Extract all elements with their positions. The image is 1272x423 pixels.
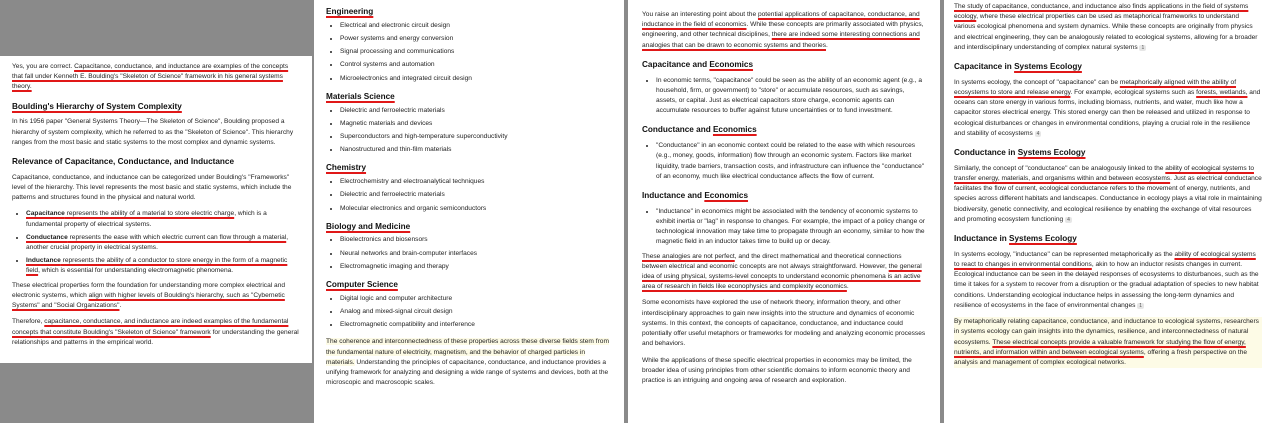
list-item: • Power systems and energy conversion: [340, 34, 612, 44]
paragraph: Similarly, the concept of "conductance" can be analogously linked to the ability of ecological systems to transfer energy, materials, and organisms within and between ecosystems. Just as electrical conductance facilitates the flow of current, ecological conductance refers to the movement of energy, nutrients, and species across different habitats and landscapes. Conductance in ecology plays a vital role in maintaining biodiversity, genetic connectivity, and ecological resilience by enabling the exchange of vital resources and promoting ecosystem functioning 4: [954, 164, 1262, 223]
section-heading: Inductance and Economics: [642, 191, 749, 201]
paragraph: Some economists have explored the use of network theory, information theory, and other interdisciplinary approaches to gain new insights into the structure and dynamics of economic systems. In this context, the concepts of capacitance, conductance, and inductance could potentially offer useful metaphors or frameworks for modeling and analyzing economic processes and behaviors.: [642, 299, 926, 348]
paragraph: These analogies are not perfect, and the direct mathematical and theoretical connections between electrical and economic concepts are not always straightforward. However, the general idea of using physical, systems-level concepts to understand economic phenomena is an active area of research in fields like econophysics and complexity economics.: [642, 252, 922, 291]
paragraph: In his 1956 paper "General Systems Theory—The Skeleton of Science", Boulding proposed a hierarchy of system complexity, which he referred to as the "Skeleton of Science". This hierarchy ranges from the most basic and static systems to the most complex and dynamic systems.: [12, 118, 294, 146]
section-heading: Capacitance and Economics: [642, 59, 754, 69]
list-item: • Microelectronics and integrated circuit design: [340, 74, 612, 84]
list-item: • Electrical and electronic circuit design: [340, 21, 612, 31]
bullet-list: [326, 21, 612, 84]
conclusion-paragraph: By metaphorically relating capacitance, conductance, and inductance to ecological systems, researchers in systems ecology can gain insights into the dynamics, resilience, and interconnectedness of natural ecosystems. These electrical concepts provide a valuable framework for studying the flow of energy, nutrients, and information within and between ecological systems, offering a fresh perspective on the analysis and management of complex ecological networks.: [954, 317, 1262, 368]
field-sections: [326, 6, 612, 330]
response-panel-systems-theory: [0, 56, 312, 363]
section-heading: Boulding's Hierarchy of System Complexity: [12, 101, 182, 111]
citation-badge[interactable]: 4: [1036, 130, 1040, 137]
section-heading: Conductance in Systems Ecology: [954, 148, 1086, 158]
bullet-list: [326, 294, 612, 331]
list-item: • Analog and mixed-signal circuit design: [340, 307, 612, 317]
paragraph: These electrical properties form the foundation for understanding more complex electrical and electronic systems, which align with higher levels of Boulding's hierarchy, such as "Cybernetic Systems" and "Social Organizations".: [12, 281, 286, 310]
paragraph: In systems ecology, "inductance" can be represented metaphorically as the ability of ecological systems to react to changes in environmental conditions, akin to how an inductor resists changes in current. Ecological inductance can be seen in the delayed responses of ecosystems to disturbances, such as the time it takes for a system to recover from a disruption or the gradual adaptation of species to new habitat conditions. Understanding ecological inductance helps in assessing the long-term dynamics and resilience of ecosystems in the face of environmental changes 1: [954, 250, 1259, 309]
paragraph: In systems ecology, the concept of "capacitance" can be metaphorically aligned with the ability of ecosystems to store and release energy. For example, ecological systems such as forests, wetlands, and oceans can store energy in various forms, including biomass, nutrients, and water, much like how a capacitor stores electrical energy. This stored energy can then be released and utilized in response to ecological disturbances or changes in environmental conditions, playing a crucial role in the resilience and stability of ecosystems 4: [954, 78, 1261, 137]
intro-paragraph: You raise an interesting point about the potential applications of capacitance, conductance, and inductance in the field of economics. While these concepts are primarily associated with physics, engineering, and other technical disciplines, there are indeed some interesting connections and analogies that can be drawn to economic systems and theories.: [642, 11, 924, 49]
response-panel-ecology: [944, 0, 1272, 423]
bullet-list: [326, 177, 612, 214]
response-panel-economics: [628, 0, 940, 423]
response-panel-fields: [314, 0, 624, 423]
list-item: • "Conductance" in an economic context could be related to the ease with which resources (e.g., money, goods, information) flow through an economic system. Factors like market liquidity, trade barriers, transaction costs, and infrastructure can influence the "conductance" of an economy, much like electrical conductance affects the flow of current.: [656, 141, 926, 182]
citation-badge[interactable]: 4: [1067, 216, 1070, 223]
intro-paragraph: The study of capacitance, conductance, and inductance also finds applications in the field of systems ecology, where these electrical properties can be used as metaphorical frameworks to understand various ecological phenomena and system dynamics. While these concepts are originally from physics and electrical engineering, they can be analogously related to ecological systems, allowing for a broader and interdisciplinary understanding of complex natural systems 1: [954, 3, 1258, 51]
conclusion-paragraph: The coherence and interconnectedness of these properties across these diverse fields stem from the fundamental nature of electricity, magnetism, and the behavior of charged particles in materials. Understanding the principles of capacitance, conductance, and inductance provides a unifying framework for analyzing and designing a wide range of systems and devices, both at the microscopic and macroscopic scales.: [326, 338, 609, 387]
paragraph: While the applications of these specific electrical properties in economics may be limited, the broader idea of using principles from other scientific domains to inform economic theory and practice is an intriguing and ongoing area of research and exploration.: [642, 356, 912, 385]
list-item: • Dielectric and ferroelectric materials: [340, 106, 612, 116]
section-heading: Relevance of Capacitance, Conductance, and Inductance: [12, 157, 235, 167]
paragraph: Capacitance, conductance, and inductance can be categorized under Boulding's "Frameworks" level of the hierarchy. This level represents the most basic and static systems, which include the patterns and structures found in the physical and natural world.: [12, 173, 292, 202]
section-heading: Computer Science: [326, 280, 398, 290]
list-item: • Conductance represents the ease with which electric current can flow through a material, another crucial property in electrical systems.: [26, 233, 300, 253]
highlight: Capacitance, conductance, and inductance are examples of the concepts that fall under Kenneth E. Boulding's "Skeleton of Science" framework in his general systems theory.: [12, 63, 289, 91]
paragraph: Therefore, capacitance, conductance, and inductance are indeed examples of the fundamental concepts that constitute Boulding's "Skeleton of Science" framework for understanding the general relationships and patterns in the empirical world.: [12, 318, 299, 346]
list-item: • Dielectric and ferroelectric materials: [340, 190, 612, 200]
section-heading: Conductance and Economics: [642, 125, 757, 135]
bullet-list: [12, 209, 300, 276]
list-item: • Capacitance represents the ability of a material to store electric charge, which is a fundamental property of electrical systems.: [26, 209, 300, 229]
section-heading: Engineering: [326, 7, 374, 16]
list-item: • Molecular electronics and organic semiconductors: [340, 204, 612, 214]
list-item: • Magnetic materials and devices: [340, 119, 612, 129]
list-item: • Electrochemistry and electroanalytical techniques: [340, 177, 612, 187]
section-heading: Materials Science: [326, 91, 395, 101]
bullet-list: [326, 235, 612, 272]
section-heading: Chemistry: [326, 163, 367, 173]
list-item: • Control systems and automation: [340, 60, 612, 70]
list-item: • Nanostructured and thin-film materials: [340, 145, 612, 155]
list-item: • Bioelectronics and biosensors: [340, 235, 612, 245]
section-heading: Capacitance in Systems Ecology: [954, 62, 1082, 72]
list-item: • Inductance represents the ability of a conductor to store energy in the form of a magnetic field, which is essential for understanding electromagnetic phenomena.: [26, 256, 300, 276]
citation-badge[interactable]: 1: [1141, 44, 1145, 51]
list-item: • Digital logic and computer architecture: [340, 294, 612, 304]
intro-paragraph: Yes, you are correct. Capacitance, conductance, and inductance are examples of the concepts that fall under Kenneth E. Boulding's "Skeleton of Science" framework in his general systems theory.: [12, 63, 289, 91]
bullet-list: [326, 106, 612, 156]
list-item: • Neural networks and brain-computer interfaces: [340, 249, 612, 259]
citation-badge[interactable]: 1: [1139, 302, 1143, 309]
list-item: • "Inductance" in economics might be associated with the tendency of economic systems to exhibit inertia or "lag" in response to changes. For example, the impact of a policy change or technological innovation may take time to propagate through an economy, similar to how the magnetic field in an inductor takes time to build up or decay.: [656, 207, 926, 248]
section-heading: Inductance in Systems Ecology: [954, 234, 1077, 244]
list-item: • Signal processing and communications: [340, 47, 612, 57]
section-heading: Biology and Medicine: [326, 221, 411, 231]
list-item: • In economic terms, "capacitance" could be seen as the ability of an economic agent (e.g., a household, firm, or government) to "store" or accumulate resources, such as savings, assets, or capital. Just as electrical capacitors store charge, economic agents can accumulate resources to buffer against future uncertainties or to fund investment.: [656, 76, 926, 117]
list-item: • Superconductors and high-temperature superconductivity: [340, 132, 612, 142]
list-item: • Electromagnetic compatibility and interference: [340, 320, 612, 330]
list-item: • Electromagnetic imaging and therapy: [340, 262, 612, 272]
